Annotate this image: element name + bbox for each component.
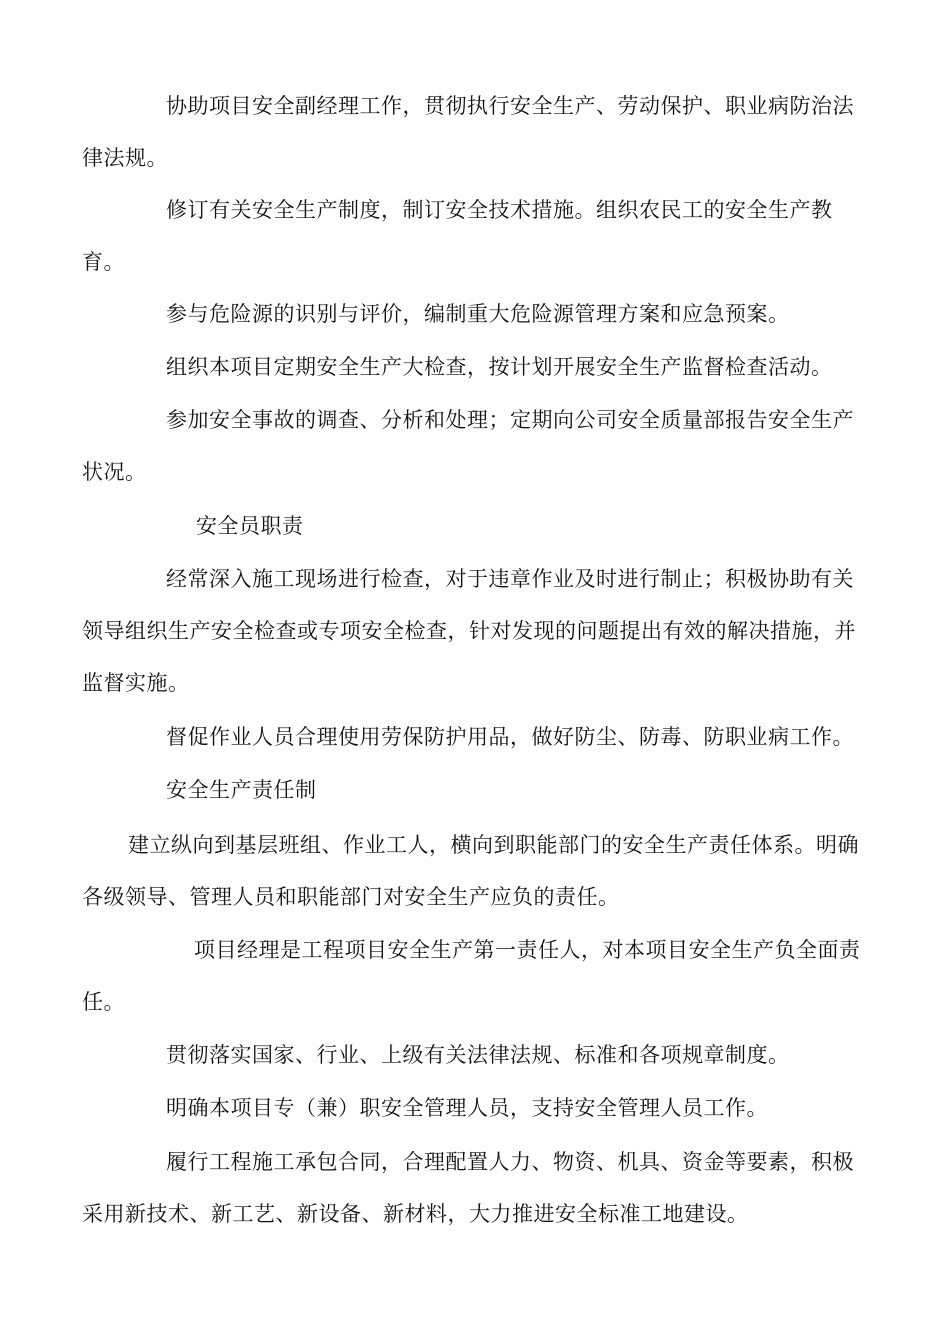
heading-safety-responsibility-system: 安全生产责任制 <box>166 778 317 802</box>
paragraph-project-manager-responsibility: 项目经理是工程项目安全生产第一责任人，对本项目安全生产负全面责任。 <box>82 938 861 1014</box>
heading-safety-officer-duties: 安全员职责 <box>196 514 304 538</box>
paragraph-assist-deputy-manager: 协助项目安全副经理工作，贯彻执行安全生产、劳动保护、职业病防治法律法规。 <box>82 94 854 170</box>
paragraph-hazard-identification: 参与危险源的识别与评价，编制重大危险源管理方案和应急预案。 <box>166 302 790 326</box>
paragraph-safety-personnel: 明确本项目专（兼）职安全管理人员，支持安全管理人员工作。 <box>166 1096 768 1120</box>
paragraph-site-inspection: 经常深入施工现场进行检查，对于违章作业及时进行制止；积极协助有关领导组织生产安全检查或专项安全检查，针对发现的问题提出有效的解决措施，并监督实施。 <box>82 567 856 695</box>
paragraph-implement-regulations: 贯彻落实国家、行业、上级有关法律法规、标准和各项规章制度。 <box>166 1043 790 1067</box>
paragraph-contract-performance: 履行工程施工承包合同，合理配置人力、物资、机具、资金等要素，积极采用新技术、新工艺、新设备、新材料，大力推进安全标准工地建设。 <box>82 1150 854 1226</box>
paragraph-periodic-inspection: 组织本项目定期安全生产大检查，按计划开展安全生产监督检查活动。 <box>166 355 833 379</box>
paragraph-establish-responsibility: 建立纵向到基层班组、作业工人，横向到职能部门的安全生产责任体系。明确各级领导、管理人员和职能部门对安全生产应负的责任。 <box>82 833 859 909</box>
paragraph-accident-investigation: 参加安全事故的调查、分析和处理；定期向公司安全质量部报告安全生产状况。 <box>82 408 854 484</box>
paragraph-protective-equipment: 督促作业人员合理使用劳保防护用品，做好防尘、防毒、防职业病工作。 <box>166 725 854 749</box>
paragraph-revise-safety-system: 修订有关安全生产制度，制订安全技术措施。组织农民工的安全生产教育。 <box>82 198 833 274</box>
